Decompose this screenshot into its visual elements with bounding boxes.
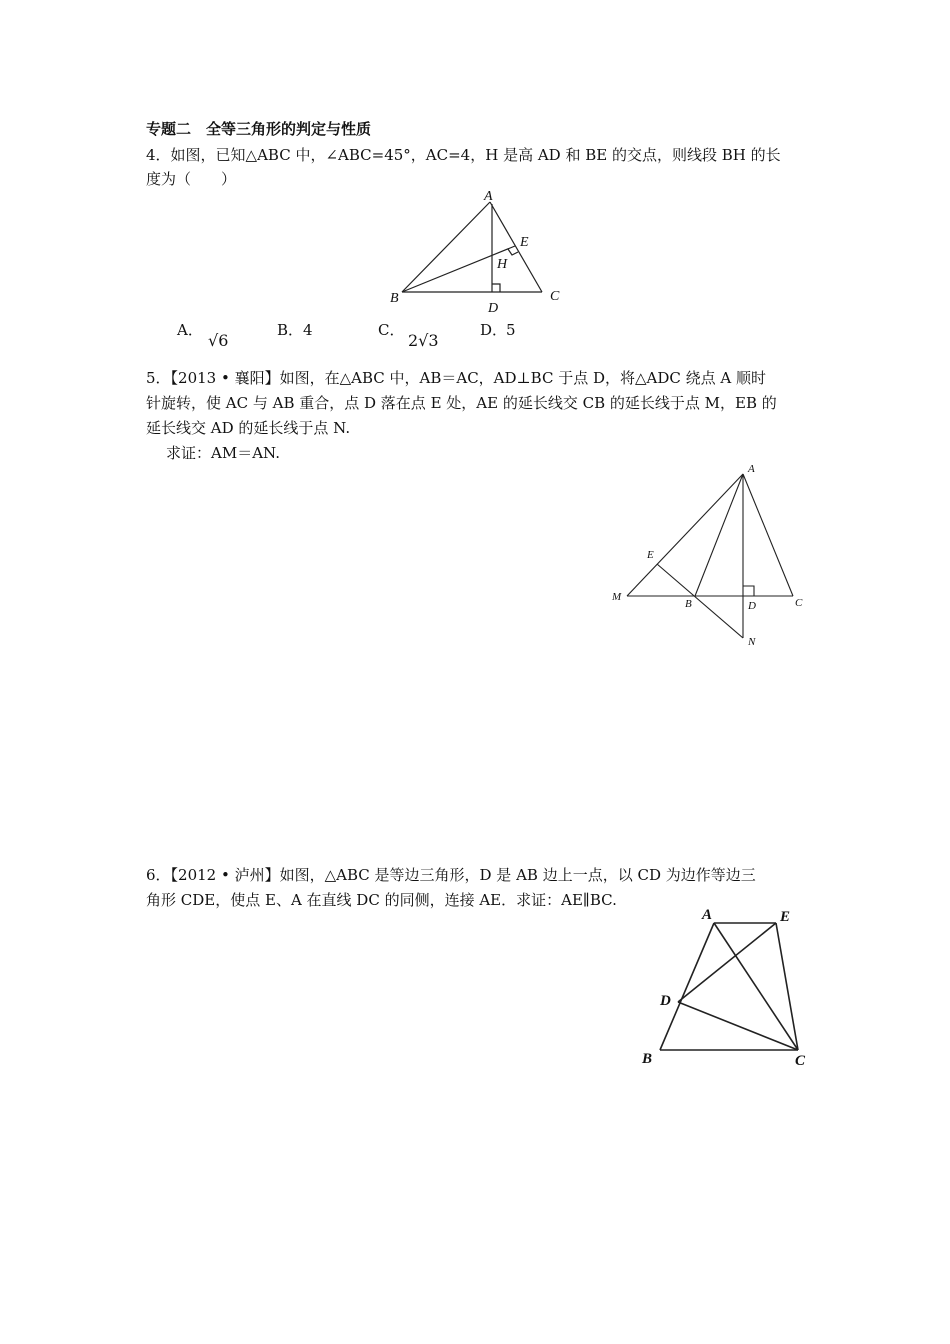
q4-label-e: E: [520, 235, 529, 250]
q5-label-c: C: [795, 597, 803, 609]
q4-figure: [380, 188, 570, 318]
q5-prove: 求证：AM＝AN.: [166, 444, 280, 462]
q5-text-line1: 5．【2013 • 襄阳】如图，在△ABC 中，AB＝AC，AD⊥BC 于点 D，将△ADC 绕点 A 顺时: [146, 369, 766, 387]
q4-label-h: H: [497, 257, 508, 272]
q4-option-d-value: 5: [506, 321, 516, 339]
q4-side-ab: [402, 202, 490, 292]
q5-figure: [605, 460, 815, 655]
q4-right-angle-e: [508, 249, 518, 255]
q4-label-b: B: [390, 291, 399, 306]
q6-side-ec: [776, 923, 798, 1050]
q6-figure: [630, 905, 820, 1075]
q4-option-b-label: B．: [277, 321, 304, 339]
q6-side-ab: [660, 923, 714, 1050]
q5-label-b: B: [685, 598, 692, 610]
q4-option-d-label: D．: [480, 321, 508, 339]
q4-option-b-value: 4: [303, 321, 313, 339]
q5-label-m: M: [612, 591, 622, 603]
q5-label-a: A: [748, 463, 755, 475]
q6-text-line1: 6．【2012 • 泸州】如图，△ABC 是等边三角形，D 是 AB 边上一点，以 CD 为边作等边三: [146, 866, 756, 884]
q6-label-a: A: [702, 907, 713, 923]
q6-label-d: D: [660, 993, 671, 1009]
q4-right-angle-d: [492, 284, 500, 292]
q4-text-line2: 度为（ ）: [146, 170, 237, 188]
q6-text-line2: 角形 CDE，使点 E、A 在直线 DC 的同侧，连接 AE．求证：AE∥BC.: [146, 891, 617, 909]
q5-label-d: D: [748, 600, 756, 612]
q4-label-d: D: [488, 301, 499, 316]
q4-side-ac: [490, 202, 542, 292]
q5-text-line3: 延长线交 AD 的延长线于点 N.: [146, 419, 351, 437]
q4-option-a-label: A．: [177, 321, 203, 339]
q6-label-e: E: [780, 909, 791, 925]
q4-label-a: A: [484, 189, 493, 204]
q5-line-ab: [695, 474, 743, 596]
q5-line-ac: [743, 474, 793, 596]
q6-label-c: C: [795, 1053, 806, 1069]
q5-text-line2: 针旋转，使 AC 与 AB 重合，点 D 落在点 E 处，AE 的延长线交 CB 的延长线于点 M，EB 的: [146, 394, 777, 412]
q4-label-c: C: [550, 289, 560, 304]
q4-option-c-value: 2√3: [408, 331, 439, 350]
q5-right-angle-d: [743, 586, 754, 596]
q6-side-ac: [714, 923, 798, 1050]
q6-label-b: B: [642, 1051, 653, 1067]
q4-text-line1: 4．如图，已知△ABC 中，∠ABC=45°，AC=4，H 是高 AD 和 BE 的交点，则线段 BH 的长: [146, 146, 781, 164]
q6-side-dc: [678, 1002, 798, 1050]
q6-side-de: [678, 923, 776, 1002]
q5-line-en: [657, 564, 743, 638]
q4-option-a-value: √6: [208, 331, 229, 350]
section-title: 专题二 全等三角形的判定与性质: [146, 120, 372, 138]
q5-label-n: N: [748, 636, 756, 648]
q5-label-e: E: [647, 549, 654, 561]
q5-line-am: [627, 474, 743, 596]
q4-option-c-label: C．: [378, 321, 405, 339]
